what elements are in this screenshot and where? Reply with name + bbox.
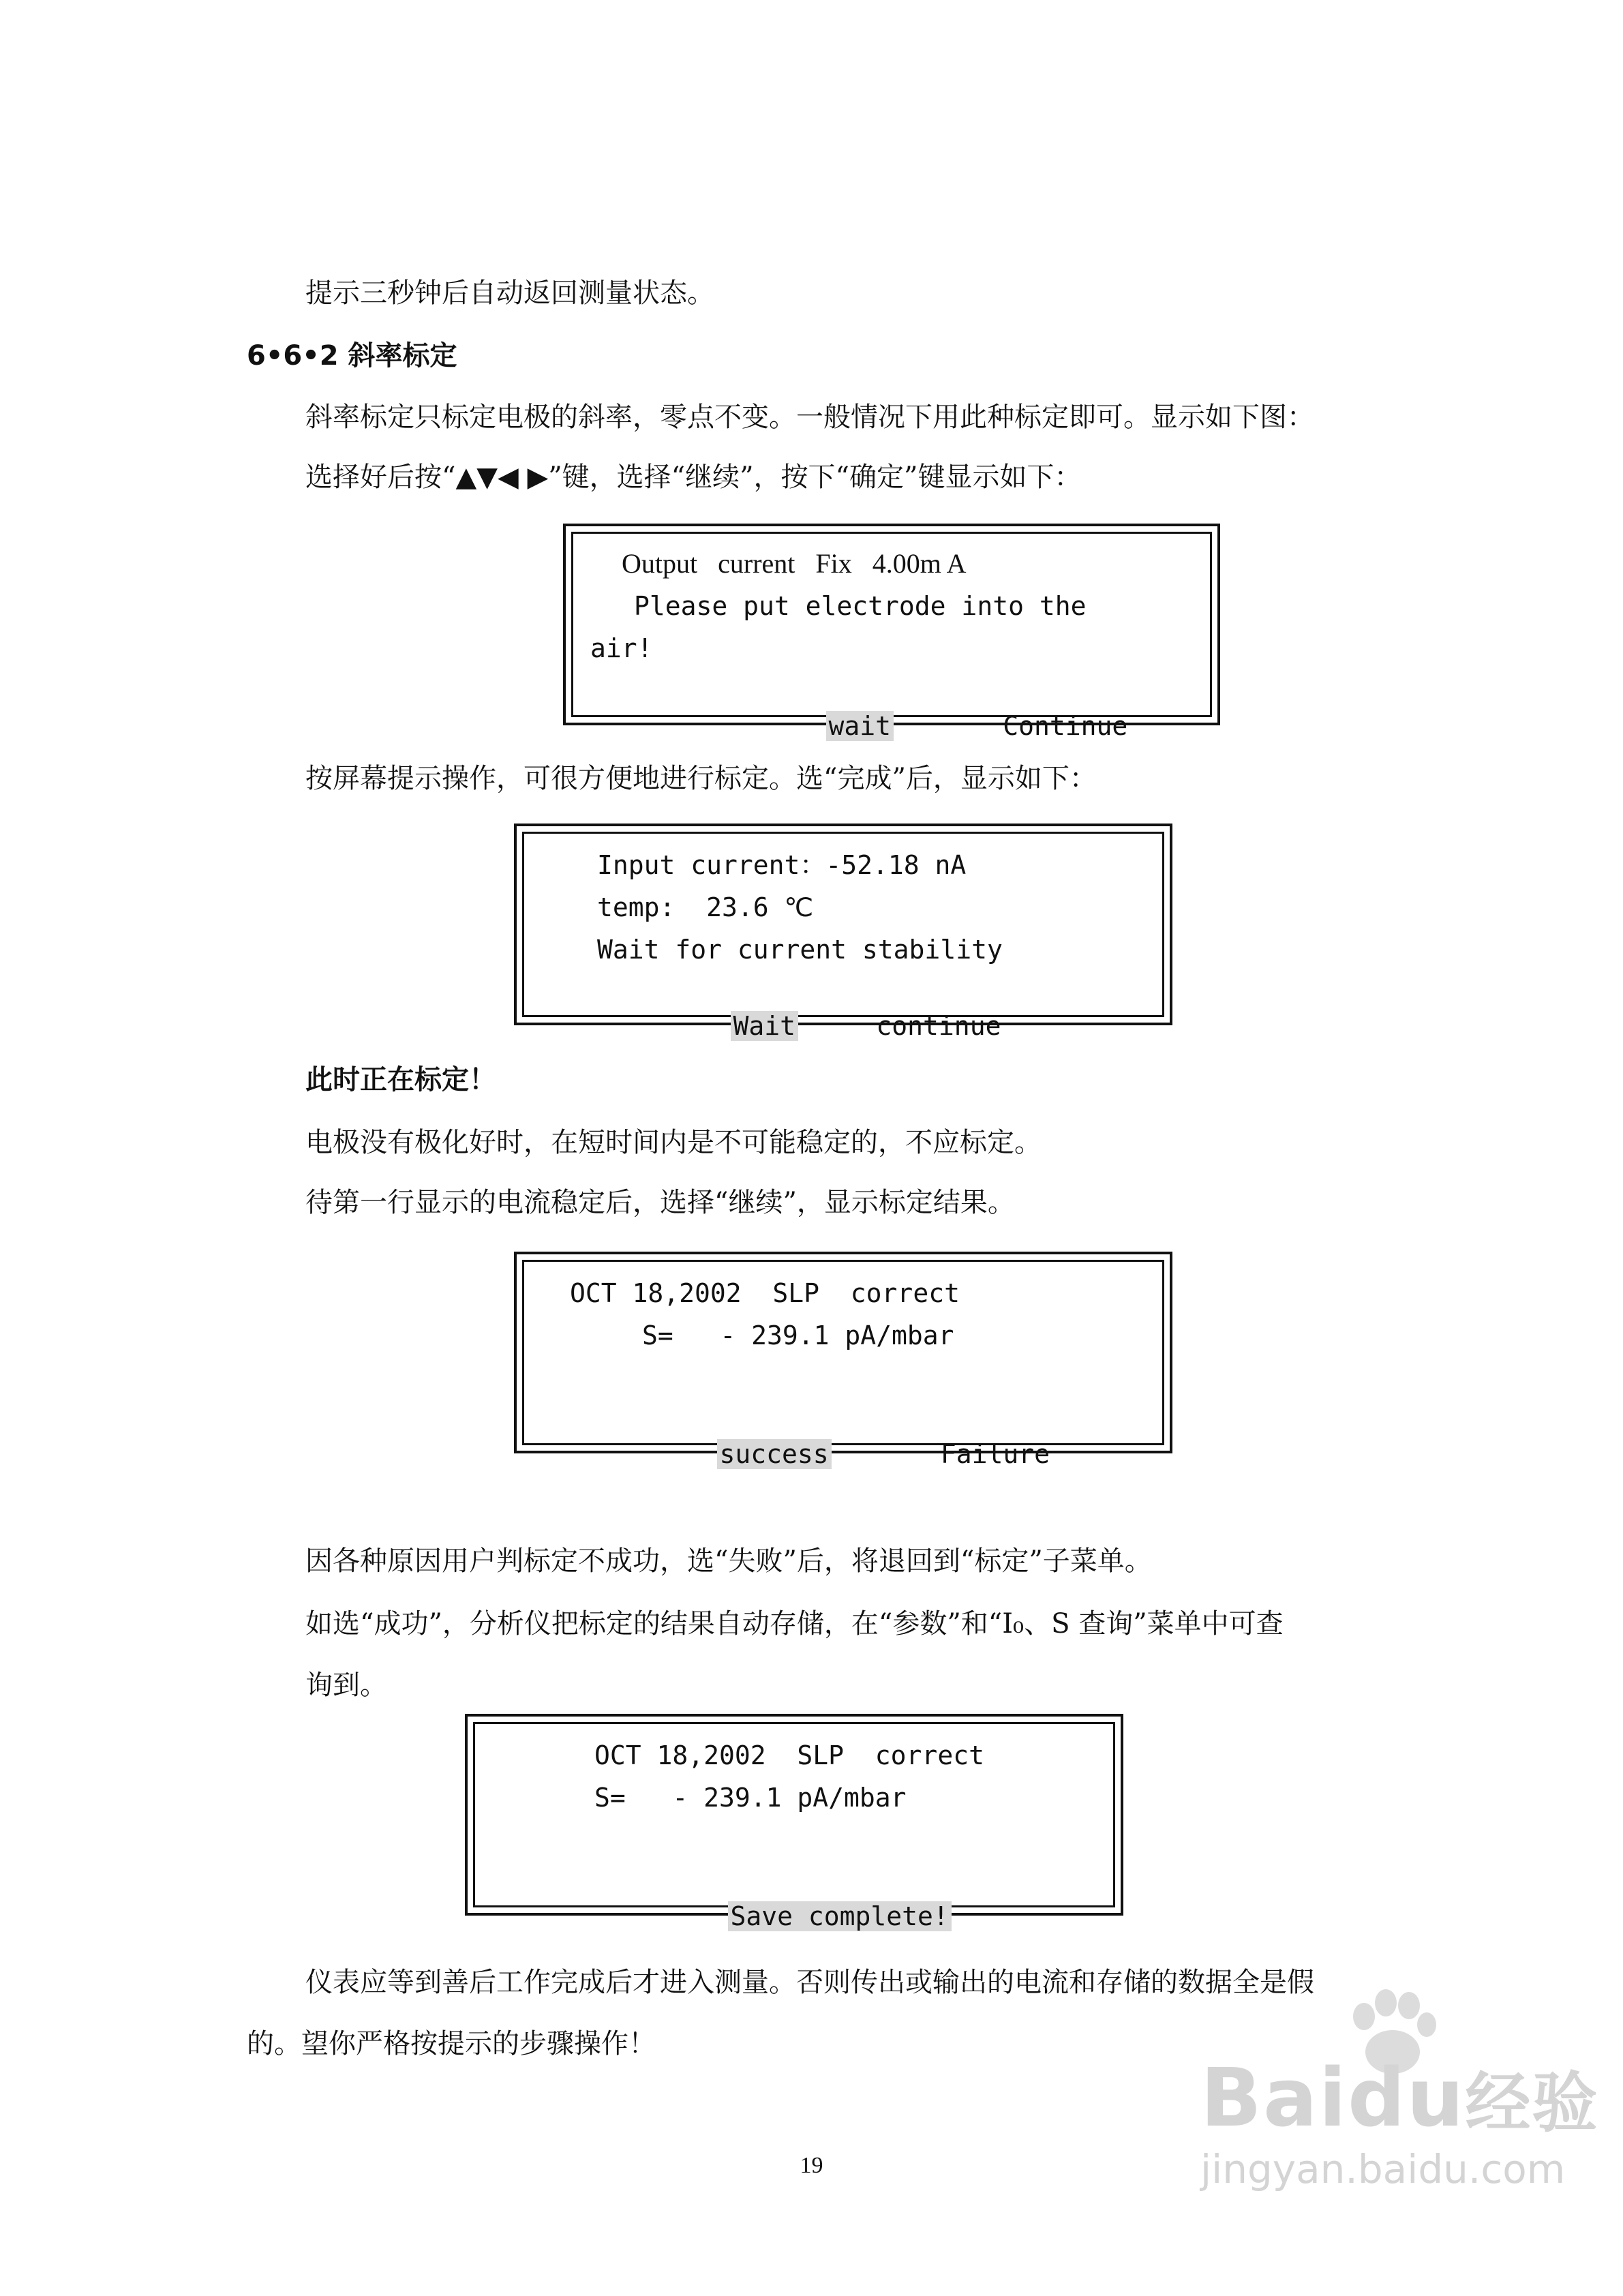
paragraph-success-a: 如选“成功”，分析仪把标定的结果自动存储，在“参数”和“I₀、S 查询”菜单中可查 [305,1608,1284,1640]
wait-option[interactable]: Wait [731,1011,799,1041]
screen3-line2: S= - 239.1 pA/mbar [642,1320,954,1350]
paragraph-auto-return: 提示三秒钟后自动返回测量状态。 [305,277,714,309]
watermark-brand: Baidu经验 [1200,2051,1599,2145]
continue-option[interactable]: continue [876,1011,1001,1041]
screen2-line2: temp: 23.6 ℃ [597,892,814,922]
paragraph-electrode-warning: 电极没有极化好时，在短时间内是不可能稳定的，不应标定。 [305,1127,1042,1158]
screen4-options [665,1865,952,1967]
screen1-line1: Output current Fix 4.00m A [622,548,967,579]
baidu-watermark [1200,1989,1599,2214]
screen1-line3: air! [590,633,653,663]
calibrating-heading: 此时正在标定！ [305,1064,496,1096]
paragraph-instrument-b: 的。望你严格按提示的步骤操作！ [247,2028,656,2059]
screen3-options [654,1403,1050,1505]
screen4-line2: S= - 239.1 pA/mbar [594,1783,907,1813]
screen3-gap [832,1439,941,1469]
wait-option[interactable]: wait [826,711,894,741]
screen1-gap [894,711,1003,741]
paragraph-follow-prompt: 按屏幕提示操作，可很方便地进行标定。选“完成”后，显示如下： [305,763,1097,794]
paragraph-success-b: 询到。 [305,1670,387,1701]
screen2-line3: Wait for current stability [597,935,1003,965]
lcd-screen-save-complete [465,1714,1123,1931]
lcd-screen-input-current [514,824,1172,1041]
screen1-line2: Please put electrode into the [634,591,1087,621]
paragraph-wait-stable: 待第一行显示的电流稳定后，选择“继续”，显示标定结果。 [305,1187,1015,1218]
screen2-gap [798,1011,876,1041]
screen3-line1: OCT 18,2002 SLP correct [570,1278,960,1308]
paragraph-instrument-a: 仪表应等到善后工作完成后才进入测量。否则传出或输出的电流和存储的数据全是假 [305,1967,1314,1998]
watermark-url: jingyan.baidu.com [1200,2146,1566,2192]
page-number: 19 [800,2153,823,2178]
paragraph-select-keys: 选择好后按“▲▼◀ ▶”键，选择“继续”，按下“确定”键显示如下： [305,462,1082,493]
screen2-line1: Input current：-52.18 nA [597,850,967,880]
failure-option[interactable]: Failure [940,1439,1050,1469]
paragraph-slope-intro: 斜率标定只标定电极的斜率，零点不变。一般情况下用此种标定即可。显示如下图： [305,402,1314,433]
paragraph-failure: 因各种原因用户判标定不成功，选“失败”后，将退回到“标定”子菜单。 [305,1545,1152,1577]
lcd-screen-output-current [563,524,1220,741]
continue-option[interactable]: Continue [1003,711,1128,741]
lcd-screen-slope-result [514,1252,1172,1469]
section-heading: 6•6•2 斜率标定 [247,340,457,372]
success-option[interactable]: success [717,1439,832,1469]
save-complete-label: Save complete! [728,1901,952,1931]
screen4-line1: OCT 18,2002 SLP correct [594,1740,984,1770]
